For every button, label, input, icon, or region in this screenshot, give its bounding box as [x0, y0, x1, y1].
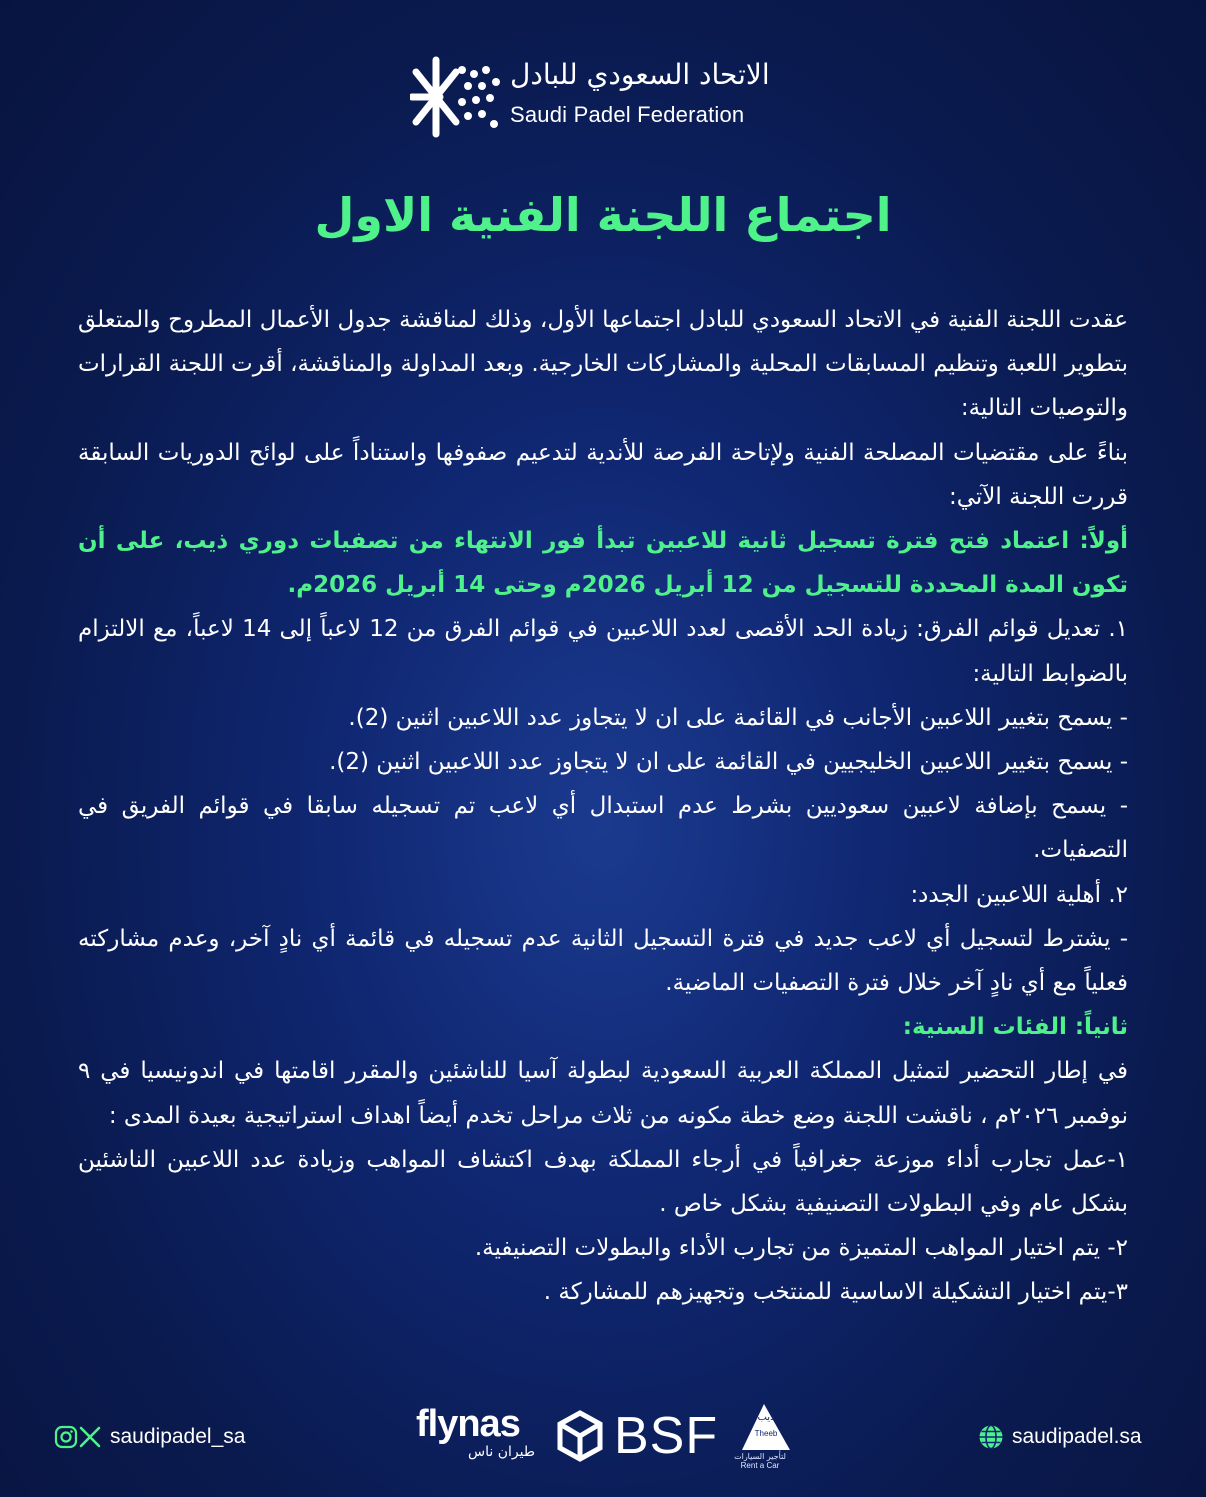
logo-english-text: Saudi Padel Federation	[510, 102, 745, 127]
paragraph: ١-عمل تجارب أداء موزعة جغرافياً في أرجاء المملكة بهدف اكتشاف المواهب وزيادة عدد اللاعبين الناشئين بشكل عام وفي البطولات التصنيفية بشكل خاص .	[78, 1146, 1128, 1218]
bsf-cube-icon	[556, 1410, 604, 1462]
website-link[interactable]	[978, 1422, 1142, 1452]
instagram-icon	[54, 1425, 78, 1449]
paragraph: بناءً على مقتضيات المصلحة الفنية ولإتاحة الفرصة للأندية لتدعيم صفوفها واستناداً على لوائح الدوريات السابقة قررت اللجنة الآتي:	[78, 439, 1128, 510]
theeb-english-text: Theeb	[754, 1429, 778, 1438]
website-text: saudipadel.sa	[1012, 1425, 1142, 1448]
logo-arabic-text: الاتحاد السعودي للبادل	[510, 58, 770, 91]
paragraph: ٢- يتم اختيار المواهب المتميزة من تجارب الأداء والبطولات التصنيفية.	[474, 1235, 1128, 1262]
paragraph: ١. تعديل قوائم الفرق: زيادة الحد الأقصى لعدد اللاعبين في قوائم الفرق من 12 لاعباً إلى 14 لاعباً، مع الالتزام بالضوابط التالية:	[78, 616, 1128, 687]
highlight-paragraph: ثانياً: الفئات السنية:	[902, 1014, 1128, 1041]
x-icon	[78, 1425, 102, 1449]
announcement-body	[78, 298, 1128, 1315]
highlight-paragraph: أولاً: اعتماد فتح فترة تسجيل ثانية للاعبين تبدأ فور الانتهاء من تصفيات دوري ذيب، على أن تكون المدة المحددة للتسجيل من 12 أبريل 2026م وحتى 14 أبريل 2026م.	[78, 528, 1128, 599]
paragraph: - يسمح بتغيير اللاعبين الخليجيين في القائمة على ان لا يتجاوز عدد اللاعبين اثنين (2).	[329, 749, 1128, 776]
flynas-logo	[416, 1404, 541, 1468]
social-handle-group[interactable]	[54, 1422, 245, 1452]
paragraph: - يسمح بإضافة لاعبين سعوديين بشرط عدم استبدال أي لاعب تم تسجيله سابقا في قوائم الفريق في التصفيات.	[78, 793, 1128, 864]
flynas-arabic-text: طيران ناس	[468, 1444, 535, 1460]
theeb-logo-icon	[734, 1400, 794, 1456]
paragraph: في إطار التحضير لتمثيل المملكة العربية السعودية لبطولة آسيا للناشئين والمقرر اقامتها في اندونيسيا في ٩ نوفمبر ٢٠٢٦م ، ناقشت اللجنة وضع خطة مكونه من ثلاث مراحل تخدم أيضاً اهداف استراتيجية بعيدة المدى :	[78, 1058, 1128, 1129]
theeb-sub-arabic: لتأجير السيارات	[734, 1452, 786, 1461]
bsf-logo	[556, 1406, 718, 1466]
flynas-logo-text: flynas	[416, 1403, 520, 1445]
paragraph: ٣-يتم اختيار التشكيلة الاساسية للمنتخب وتجهيزهم للمشاركة .	[543, 1279, 1128, 1306]
paragraph: - يشترط لتسجيل أي لاعب جديد في فترة التسجيل الثانية عدم تسجيله في قائمة أي نادٍ آخر، وعدم مشاركته فعلياً مع أي نادٍ آخر خلال فترة التصفيات الماضية.	[78, 925, 1128, 997]
theeb-subtitle	[730, 1452, 790, 1470]
page-title: اجتماع اللجنة الفنية الاول	[314, 188, 892, 242]
globe-icon	[978, 1424, 1004, 1450]
paragraph: ٢. أهلية اللاعبين الجدد:	[910, 881, 1128, 908]
theeb-sub-english: Rent a Car	[740, 1461, 780, 1470]
social-handle-text: saudipadel_sa	[110, 1425, 246, 1448]
bsf-logo-text: BSF	[614, 1407, 719, 1465]
footer	[0, 1400, 1206, 1480]
paragraph: - يسمح بتغيير اللاعبين الأجانب في القائمة على ان لا يتجاوز عدد اللاعبين اثنين (2).	[348, 704, 1128, 731]
paragraph: عقدت اللجنة الفنية في الاتحاد السعودي للبادل اجتماعها الأول، وذلك لمناقشة جدول الأعمال المطروح والمتعلق بتطوير اللعبة وتنظيم المسابقات المحلية والمشاركات الخارجية. وبعد المداولة والمناقشة، أقرت اللجنة القرارات والتوصيات التالية:	[78, 307, 1128, 422]
federation-logo-icon	[410, 52, 505, 142]
theeb-arabic-text: ذيب	[757, 1412, 775, 1423]
header	[0, 48, 1206, 148]
